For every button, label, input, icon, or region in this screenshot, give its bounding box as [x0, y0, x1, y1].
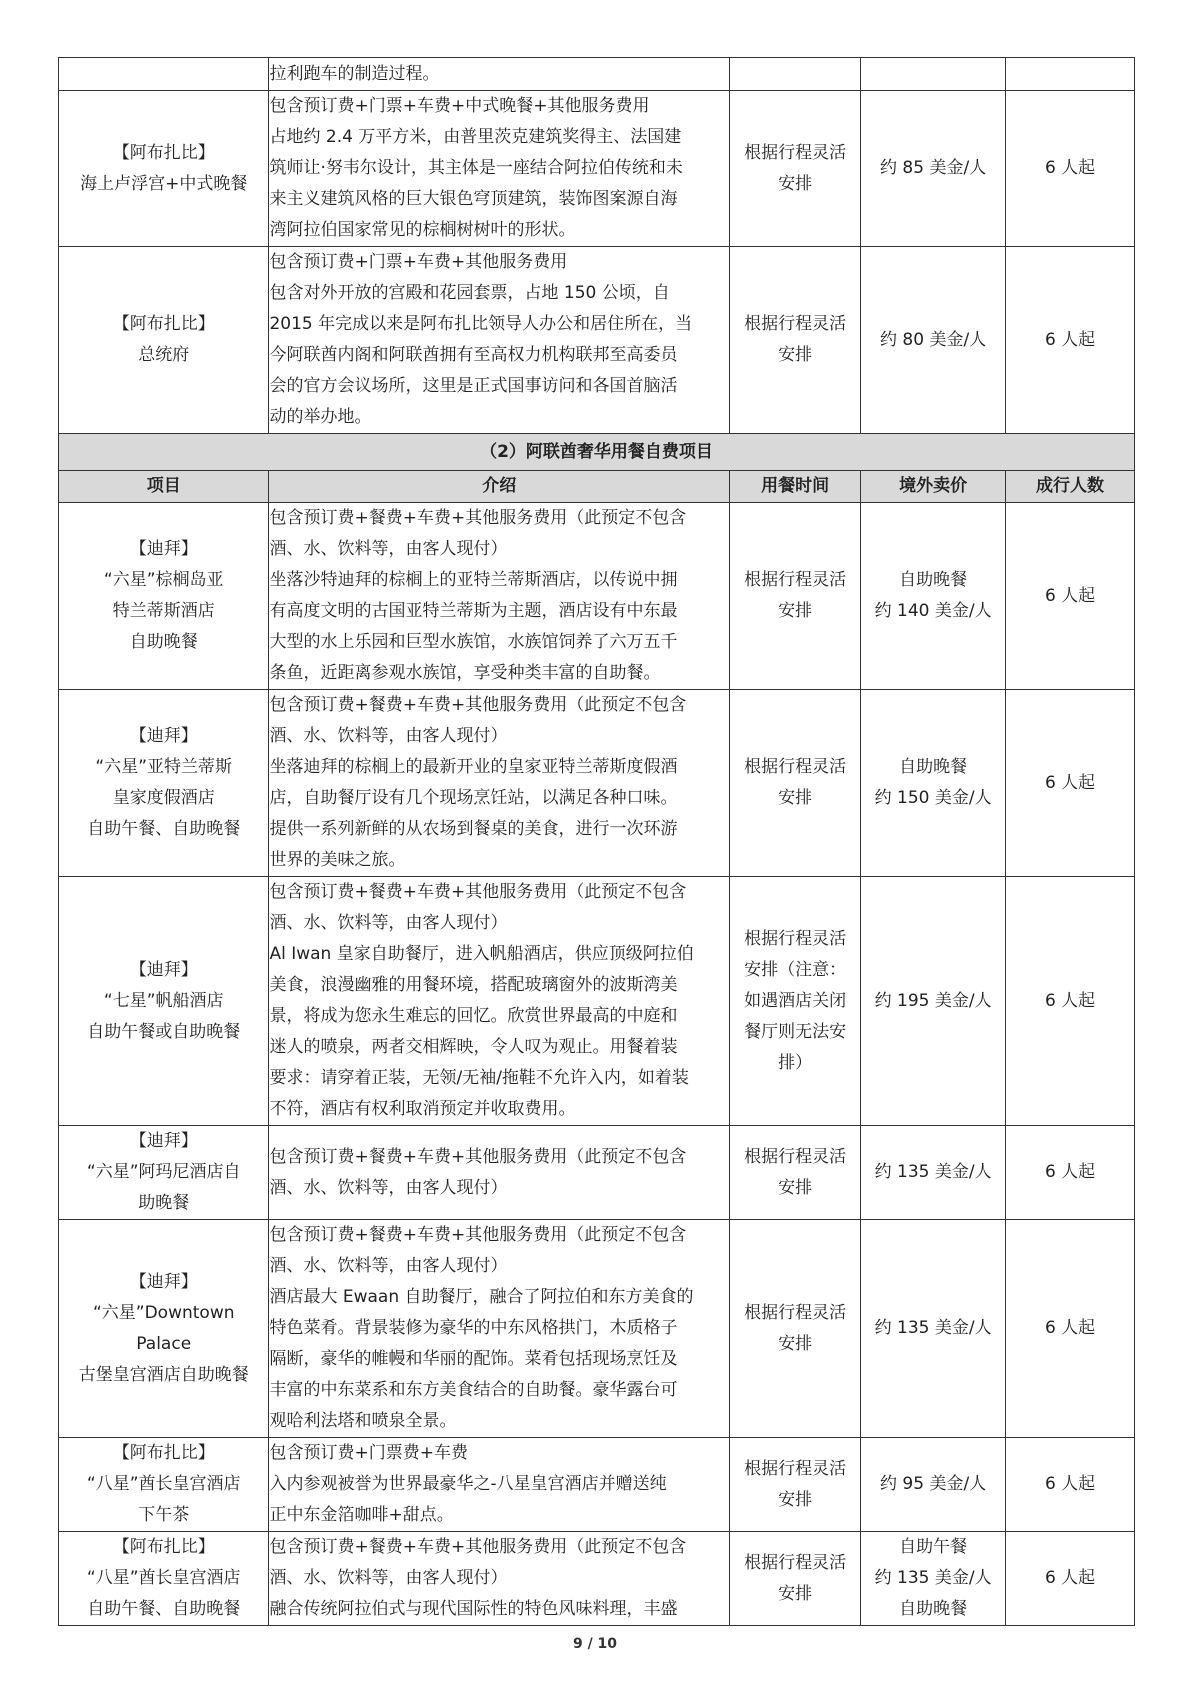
cell-line: 约 95 美金/人 — [880, 1474, 987, 1494]
cell-line: 根据行程灵活 — [744, 1146, 847, 1167]
table-row — [59, 247, 1135, 434]
cell-line: 大型的水上乐园和巨型水族馆，水族馆饲养了六万五千 — [269, 632, 678, 652]
cell-line: 提供一系列新鲜的从农场到餐桌的美食，进行一次环游 — [269, 819, 678, 839]
cell-line: “七星”帆船酒店 — [103, 990, 224, 1011]
group-cell — [1006, 503, 1135, 690]
group-cell — [1006, 1126, 1135, 1220]
time-cell — [730, 503, 861, 690]
cell-line: 【阿布扎比】 — [112, 1443, 215, 1463]
cell-line: 【阿布扎比】 — [112, 142, 215, 163]
cell-line: 动的举办地。 — [269, 407, 372, 427]
cell-line: 古堡皇宫酒店自助晚餐 — [78, 1364, 249, 1385]
cell-line: 不符，酒店有权利取消预定并收取费用。 — [269, 1099, 576, 1119]
cell-line: 安排 — [778, 173, 813, 194]
item-cell — [59, 1532, 269, 1626]
cell-line: 约 135 美金/人 — [874, 1568, 992, 1588]
cell-line: 安排（注意： — [744, 959, 847, 980]
group-cell — [1006, 1220, 1135, 1438]
cell-line: 约 150 美金/人 — [874, 788, 992, 808]
price-cell — [861, 1438, 1006, 1532]
cell-line: 丰富的中东菜系和东方美食结合的自助餐。豪华露台可 — [269, 1380, 678, 1400]
cell-line: 海上卢浮宫+中式晚餐 — [80, 173, 248, 194]
cell-line: 6 人起 — [1044, 772, 1096, 793]
group-cell — [1006, 91, 1135, 247]
desc-cell — [269, 91, 730, 247]
price-cell — [861, 1220, 1006, 1438]
cell-line: 根据行程灵活 — [744, 1458, 847, 1479]
section2-head — [59, 434, 1135, 503]
desc-cell — [269, 1126, 730, 1220]
cell-line: 【迪拜】 — [129, 959, 198, 980]
column-header-row — [59, 471, 1135, 503]
price-cell — [861, 58, 1006, 91]
cell-line: 酒、水、饮料等，由客人现付） — [269, 726, 508, 746]
cell-line: 店，自助餐厅设有几个现场烹饪站，以满足各种口味。 — [269, 788, 678, 808]
time-cell — [730, 690, 861, 877]
cell-line: 6 人起 — [1044, 990, 1096, 1011]
cell-line: 根据行程灵活 — [744, 1302, 847, 1323]
time-cell — [730, 1220, 861, 1438]
header-desc: 介绍 — [269, 471, 730, 503]
cell-line: 安排 — [778, 1177, 813, 1198]
cell-line: 约 135 美金/人 — [874, 1318, 992, 1338]
cell-line: Palace — [136, 1333, 192, 1354]
cell-line: 自助午餐或自助晚餐 — [87, 1021, 241, 1042]
cell-line: 如遇酒店关闭 — [744, 990, 847, 1011]
cell-line: 包含预订费+餐费+车费+其他服务费用（此预定不包含 — [269, 1225, 687, 1245]
cell-line: “六星”Downtown — [92, 1302, 235, 1323]
cell-line: 安排 — [778, 601, 813, 621]
item-cell — [59, 58, 269, 91]
price-cell — [861, 247, 1006, 434]
cell-line: 包含预订费+餐费+车费+其他服务费用（此预定不包含 — [269, 882, 687, 902]
desc-cell — [269, 877, 730, 1126]
item-cell — [59, 1220, 269, 1438]
desc-cell — [269, 58, 730, 91]
item-cell — [59, 91, 269, 247]
cell-line: 酒店最大 Ewaan 自助餐厅，融合了阿拉伯和东方美食的 — [269, 1287, 694, 1307]
desc-cell — [269, 503, 730, 690]
cell-line: 排） — [778, 1052, 813, 1073]
time-cell — [730, 1438, 861, 1532]
table-row — [59, 503, 1135, 690]
table1-body — [59, 58, 1135, 434]
price-cell — [861, 1532, 1006, 1626]
cell-line: 自助午餐 — [899, 1537, 968, 1557]
header-item: 项目 — [59, 471, 269, 503]
section-title-row — [59, 434, 1135, 471]
cell-line: 自助晚餐 — [899, 757, 968, 777]
cell-line: 有高度文明的古国亚特兰蒂斯为主题，酒店设有中东最 — [269, 601, 678, 621]
cell-line: 酒、水、饮料等，由客人现付） — [269, 913, 508, 933]
cell-line: 包含对外开放的宫殿和花园套票，占地 150 公顷，自 — [269, 283, 670, 303]
price-cell — [861, 1126, 1006, 1220]
cell-line: 自助晚餐 — [899, 570, 968, 590]
desc-cell — [269, 1438, 730, 1532]
cell-line: 6 人起 — [1044, 158, 1096, 178]
cell-line: 6 人起 — [1044, 1474, 1096, 1494]
cell-line: 自助晚餐 — [899, 1599, 968, 1619]
cell-line: 包含预订费+餐费+车费+其他服务费用（此预定不包含 — [269, 695, 687, 715]
page-number: 9 / 10 — [572, 1636, 618, 1652]
time-cell — [730, 91, 861, 247]
cell-line: 根据行程灵活 — [744, 314, 847, 334]
desc-cell — [269, 1532, 730, 1626]
cell-line: 筑师让·努韦尔设计，其主体是一座结合阿拉伯传统和未 — [269, 158, 683, 178]
cell-line: “八星”酋长皇宫酒店 — [86, 1568, 241, 1588]
cell-line: 6 人起 — [1044, 329, 1096, 350]
cell-line: 安排 — [778, 1583, 813, 1604]
cell-line: 会的官方会议场所，这里是正式国事访问和各国首脑活 — [269, 376, 678, 396]
cell-line: 【迪拜】 — [129, 1131, 198, 1151]
time-cell — [730, 1532, 861, 1626]
table-row — [59, 91, 1135, 247]
cell-line: 迷人的喷泉，两者交相辉映，令人叹为观止。用餐着装 — [269, 1037, 678, 1057]
cell-line: 湾阿拉伯国家常见的棕榈树树叶的形状。 — [269, 220, 576, 240]
desc-cell — [269, 247, 730, 434]
price-cell — [861, 503, 1006, 690]
cell-line: 自助午餐、自助晚餐 — [87, 819, 241, 839]
item-cell — [59, 247, 269, 434]
item-cell — [59, 503, 269, 690]
price-cell — [861, 91, 1006, 247]
table-row — [59, 690, 1135, 877]
cell-line: 美食，浪漫幽雅的用餐环境，搭配玻璃窗外的波斯湾美 — [269, 975, 678, 995]
cell-line: 安排 — [778, 345, 813, 365]
item-cell — [59, 1126, 269, 1220]
table-row — [59, 1532, 1135, 1626]
cell-line: Al Iwan 皇家自助餐厅，进入帆船酒店，供应顶级阿拉伯 — [269, 944, 694, 964]
price-cell — [861, 877, 1006, 1126]
cell-line: 约 135 美金/人 — [874, 1162, 992, 1182]
price-cell — [861, 690, 1006, 877]
cell-line: 景，将成为您永生难忘的回忆。欣赏世界最高的中庭和 — [269, 1006, 678, 1026]
table-row — [59, 877, 1135, 1126]
cell-line: 2015 年完成以来是阿布扎比领导人办公和居住所在，当 — [269, 314, 693, 334]
cell-line: 观哈利法塔和喷泉全景。 — [269, 1411, 457, 1431]
header-price: 境外卖价 — [861, 471, 1006, 503]
cell-line: 【阿布扎比】 — [112, 1537, 215, 1557]
cell-line: 包含预订费+餐费+车费+其他服务费用（此预定不包含 — [269, 1146, 687, 1167]
cell-line: 酒、水、饮料等，由客人现付） — [269, 1256, 508, 1276]
table-row — [59, 58, 1135, 91]
cell-line: 要求：请穿着正装，无领/无袖/拖鞋不允许入内，如着装 — [269, 1068, 689, 1088]
cell-line: 【迪拜】 — [129, 1271, 198, 1292]
cell-line: 【阿布扎比】 — [112, 314, 215, 334]
cell-line: “六星”亚特兰蒂斯 — [95, 757, 233, 777]
cell-line: 包含预订费+餐费+车费+其他服务费用（此预定不包含 — [269, 508, 687, 528]
cell-line: 约 140 美金/人 — [874, 601, 992, 621]
group-cell — [1006, 877, 1135, 1126]
cell-line: 自助晚餐 — [129, 632, 198, 652]
desc-cell — [269, 1220, 730, 1438]
cell-line: 酒、水、饮料等，由客人现付） — [269, 539, 508, 559]
cell-line: 根据行程灵活 — [744, 1552, 847, 1573]
cell-line: “六星”阿玛尼酒店自 — [86, 1162, 241, 1182]
cell-line: 坐落迪拜的棕榈上的最新开业的皇家亚特兰蒂斯度假酒 — [269, 757, 678, 777]
cell-line: 约 80 美金/人 — [880, 329, 987, 350]
time-cell — [730, 877, 861, 1126]
cell-line: 自助午餐、自助晚餐 — [87, 1599, 241, 1619]
time-cell — [730, 58, 861, 91]
cell-line: 入内参观被誉为世界最豪华之-八星皇宫酒店并赠送纯 — [269, 1474, 667, 1494]
cell-line: 条鱼，近距离参观水族馆，享受种类丰富的自助餐。 — [269, 663, 661, 683]
cell-line: 下午茶 — [138, 1505, 190, 1525]
cell-line: 坐落沙特迪拜的棕榈上的亚特兰蒂斯酒店，以传说中拥 — [269, 570, 678, 590]
cell-line: 正中东金箔咖啡+甜点。 — [269, 1505, 454, 1525]
cell-line: 6 人起 — [1044, 585, 1096, 606]
item-cell — [59, 690, 269, 877]
cell-line: 约 85 美金/人 — [880, 158, 987, 178]
cell-line: 6 人起 — [1044, 1568, 1096, 1588]
cell-line: 来主义建筑风格的巨大银色穹顶建筑，装饰图案源自海 — [269, 189, 678, 209]
cell-line: 包含预订费+餐费+车费+其他服务费用（此预定不包含 — [269, 1537, 687, 1557]
table-row — [59, 1438, 1135, 1532]
itinerary-table — [58, 57, 1135, 1626]
cell-line: 酒、水、饮料等，由客人现付） — [269, 1568, 508, 1588]
section2-body — [59, 503, 1135, 1626]
cell-line: 安排 — [778, 1333, 813, 1354]
header-time: 用餐时间 — [730, 471, 861, 503]
cell-line: 【迪拜】 — [129, 726, 198, 746]
cell-line: 安排 — [778, 788, 813, 808]
cell-line: 根据行程灵活 — [744, 570, 847, 590]
cell-line: 总统府 — [138, 345, 190, 365]
item-cell — [59, 877, 269, 1126]
cell-line: 占地约 2.4 万平方米，由普里茨克建筑奖得主、法国建 — [269, 127, 682, 147]
table-row — [59, 1126, 1135, 1220]
cell-line: 安排 — [778, 1489, 813, 1510]
cell-line: “八星”酋长皇宫酒店 — [86, 1474, 241, 1494]
cell-line: 包含预订费+门票+车费+中式晚餐+其他服务费用 — [269, 96, 650, 116]
item-cell — [59, 1438, 269, 1532]
cell-line: 【迪拜】 — [129, 539, 198, 559]
time-cell — [730, 247, 861, 434]
cell-line: 特兰蒂斯酒店 — [112, 601, 215, 621]
cell-line: 餐厅则无法安 — [744, 1021, 847, 1042]
group-cell — [1006, 1438, 1135, 1532]
group-cell — [1006, 247, 1135, 434]
header-group: 成行人数 — [1006, 471, 1135, 503]
time-cell — [730, 1126, 861, 1220]
cell-line: 根据行程灵活 — [744, 928, 847, 949]
group-cell — [1006, 58, 1135, 91]
cell-line: 6 人起 — [1044, 1162, 1096, 1182]
cell-line: 融合传统阿拉伯式与现代国际性的特色风味料理，丰盛 — [269, 1599, 678, 1619]
cell-line: 6 人起 — [1044, 1318, 1096, 1338]
cell-line: 包含预订费+门票+车费+其他服务费用 — [269, 252, 568, 272]
desc-cell — [269, 690, 730, 877]
cell-line: 根据行程灵活 — [744, 142, 847, 163]
group-cell — [1006, 1532, 1135, 1626]
cell-line: 约 195 美金/人 — [874, 990, 992, 1011]
cell-line: 拉利跑车的制造过程。 — [269, 63, 440, 84]
table-row — [59, 1220, 1135, 1438]
cell-line: 隔断，豪华的帷幔和华丽的配饰。菜肴包括现场烹饪及 — [269, 1349, 678, 1369]
cell-line: 包含预订费+门票费+车费 — [269, 1443, 468, 1463]
cell-line: 助晚餐 — [138, 1193, 190, 1213]
cell-line: “六星”棕榈岛亚 — [103, 570, 224, 590]
cell-line: 世界的美味之旅。 — [269, 850, 406, 870]
section-title: （2）阿联酋奢华用餐自费项目 — [59, 434, 1135, 471]
group-cell — [1006, 690, 1135, 877]
cell-line: 酒、水、饮料等，由客人现付） — [269, 1177, 508, 1198]
cell-line: 特色菜肴。背景装修为豪华的中东风格拱门，木质格子 — [269, 1318, 678, 1338]
cell-line: 根据行程灵活 — [744, 757, 847, 777]
cell-line: 皇家度假酒店 — [112, 788, 215, 808]
cell-line: 今阿联酋内阁和阿联酋拥有至高权力机构联邦至高委员 — [269, 345, 678, 365]
